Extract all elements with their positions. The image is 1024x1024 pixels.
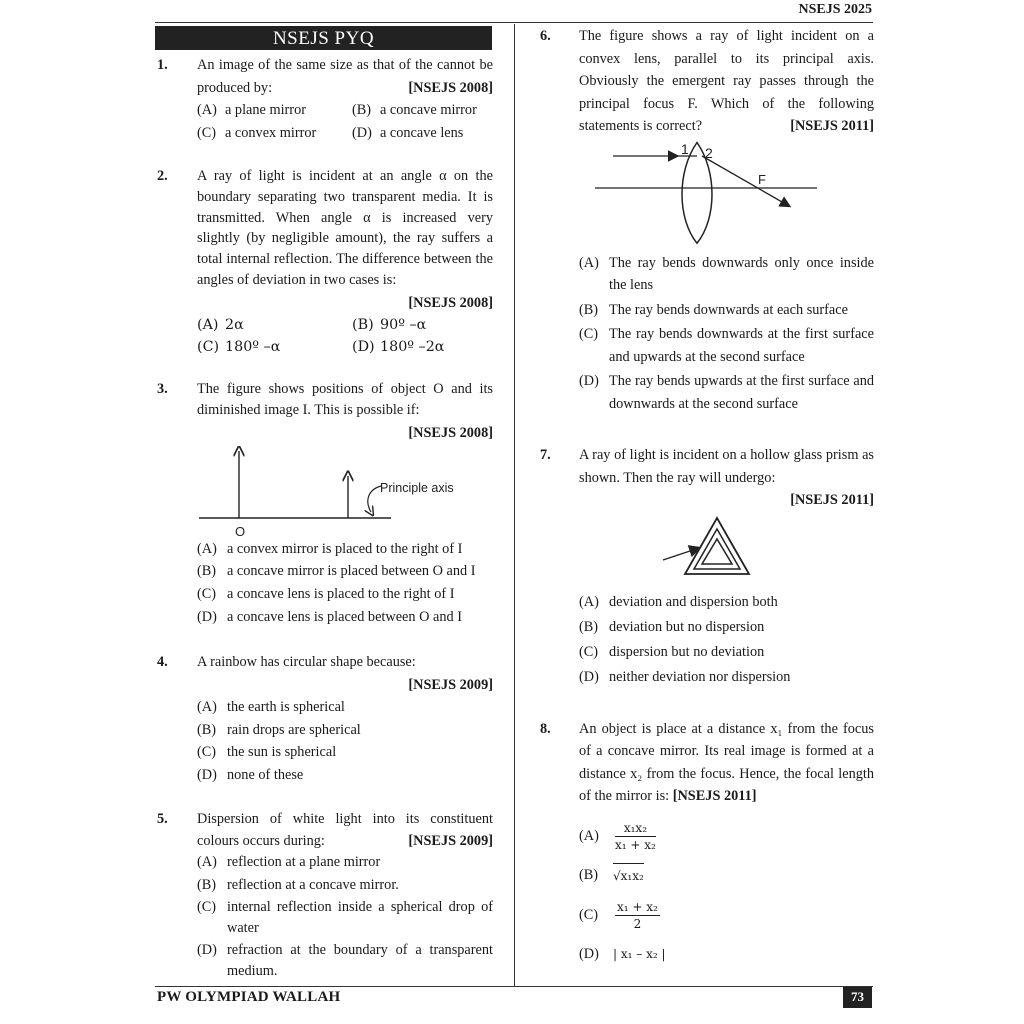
option-d[interactable]: (D) The ray bends upwards at the first surface and downwards at the second surface [579, 373, 874, 412]
option-d[interactable]: (D) | x₁ – x₂ | [579, 946, 666, 963]
source-tag: [NSEJS 2008] [408, 294, 493, 311]
option-c[interactable]: (C) internal reflection inside a spherical drop of water [197, 899, 493, 936]
figure-convex-lens [537, 140, 874, 250]
question-5 [155, 809, 493, 981]
option-b[interactable]: (B) The ray bends downwards at each surface [579, 301, 848, 318]
option-d[interactable]: (D) neither deviation nor dispersion [579, 668, 791, 685]
question-1 [155, 54, 493, 144]
surface-1-label: 1 [681, 140, 689, 157]
option-c[interactable]: (C) $\frac{\text{x₁ + x₂}}{2}$ [579, 900, 658, 931]
question-number: 3. [157, 380, 168, 397]
object-label: O [235, 523, 246, 538]
question-stem: An object is place at a distance x₁ from the focus of a concave mirror. Its real image is formed at a distance x₂ from the focus. Hence, the focal length of the mirror is: [NSEJS 2011] [579, 720, 874, 804]
option-a[interactable]: (A) reflection at a plane mirror [197, 854, 381, 871]
options [197, 696, 493, 786]
question-stem: The figure shows a ray of light incident on a convex lens, parallel to its principal axis. Obviously the emergent ray passes through the principal focus F. Which of the following statements is correct? [NSEJS 2011] [579, 25, 874, 138]
source-tag: [NSEJS 2011] [790, 492, 874, 508]
question-number: 8. [540, 720, 551, 737]
option-b[interactable]: (B) a concave mirror [352, 102, 477, 118]
question-8 [537, 718, 874, 972]
option-b[interactable]: (B) reflection at a concave mirror. [197, 876, 399, 893]
prism-middle [694, 529, 740, 569]
option-c[interactable]: (C) a convex mirror [197, 124, 317, 141]
option-a[interactable]: (A) deviation and dispersion both [579, 593, 778, 610]
question-3 [155, 379, 493, 628]
refracted-ray [702, 156, 789, 206]
option-a[interactable]: (A) a convex mirror is placed to the right of I [197, 540, 463, 557]
source-tag: [NSEJS 2008] [408, 79, 493, 96]
fraction: $\frac{\text{x₁x₂}}{\text{x₁ + x₂}}$ [615, 821, 656, 852]
question-2 [155, 166, 493, 359]
fraction: $\frac{\text{x₁ + x₂}}{2}$ [617, 900, 658, 931]
header-title: NSEJS 2025 [798, 2, 872, 17]
source-tag: [NSEJS 2011] [672, 788, 757, 804]
question-6 [537, 25, 874, 415]
header-rule [155, 22, 873, 23]
question-number: 7. [540, 447, 551, 463]
option-a[interactable]: (A) The ray bends downwards only once inside the lens [579, 254, 874, 293]
options [197, 852, 493, 981]
source-tag: [NSEJS 2011] [790, 118, 874, 134]
question-4 [155, 651, 493, 786]
options [197, 538, 493, 628]
option-b[interactable]: (B) rain drops are spherical [197, 721, 361, 738]
option-d[interactable]: (D) none of these [197, 766, 304, 783]
right-column [537, 25, 874, 972]
option-d[interactable]: (D) a concave lens [352, 124, 464, 141]
question-number: 1. [157, 57, 168, 73]
question-7 [537, 444, 874, 690]
option-a[interactable]: (A) 2α [197, 316, 244, 333]
footer-publisher: PW OLYMPIAD WALLAH [157, 989, 341, 1005]
axis-label: Principle axis [380, 480, 454, 495]
option-a[interactable]: (A) $\frac{\text{x₁x₂}}{\text{x₁ + x₂}}$ [579, 821, 656, 852]
figure-hollow-prism [537, 516, 874, 580]
section-banner: NSEJS PYQ [155, 26, 492, 50]
option-a[interactable]: (A) the earth is spherical [197, 699, 345, 716]
footer-rule [155, 986, 873, 987]
question-stem: A ray of light is incident at an angle α on the boundary separating two transparent media. It is transmitted. When angle α is increased very slightly (by negligible amount), the ray suffers a total internal reflection. The difference between the angles of deviation in two cases is: [197, 168, 493, 288]
source-tag: [NSEJS 2009] [408, 676, 493, 693]
question-stem: A ray of light is incident on a hollow glass prism as shown. Then the ray will undergo: [579, 447, 874, 486]
option-c[interactable]: (C) The ray bends downwards at the first surface and upwards at the second surface [579, 326, 874, 365]
options [579, 590, 874, 690]
source-tag: [NSEJS 2008] [408, 424, 493, 441]
question-number: 5. [157, 811, 168, 828]
option-d[interactable]: (D) 180º –2α [352, 339, 445, 356]
prism-inner [702, 539, 732, 564]
source-tag: [NSEJS 2009] [408, 832, 493, 849]
option-b[interactable]: (B) a concave mirror is placed between O and I [197, 563, 476, 580]
question-number: 2. [157, 168, 168, 184]
figure-object-image [155, 446, 493, 538]
option-d[interactable]: (D) a concave lens is placed between O and I [197, 608, 462, 625]
options [197, 314, 493, 359]
option-c[interactable]: (C) a concave lens is placed to the right of I [197, 585, 455, 602]
option-c[interactable]: (C) the sun is spherical [197, 744, 337, 761]
option-c[interactable]: (C) dispersion but no deviation [579, 643, 765, 660]
column-divider [514, 24, 515, 986]
option-c[interactable]: (C) 180º –α [197, 339, 281, 356]
surface-2-label: 2 [705, 144, 713, 161]
option-b[interactable]: (B) √x₁x₂ [579, 858, 874, 894]
question-number: 4. [157, 654, 168, 671]
question-stem: An image of the same size as that of the cannot be produced by: [NSEJS 2008] [197, 54, 493, 99]
question-stem: Dispersion of white light into its constituent colours occurs during: [NSEJS 2009] [197, 809, 493, 852]
question-stem: A rainbow has circular shape because: [197, 654, 416, 671]
question-stem: The figure shows positions of object O and its diminished image I. This is possible if: [197, 380, 493, 418]
prism-outer [685, 518, 749, 574]
option-b[interactable]: (B) 90º –α [352, 316, 427, 333]
question-number: 6. [540, 28, 551, 44]
focus-label: F [758, 171, 766, 187]
options [579, 816, 874, 972]
option-a[interactable]: (A) a plane mirror [197, 102, 306, 118]
options [197, 99, 493, 144]
page-number: 73 [843, 987, 872, 1008]
option-d[interactable]: (D) refraction at the boundary of a transparent medium. [197, 942, 493, 979]
options [579, 252, 874, 416]
left-column [155, 54, 493, 981]
option-b[interactable]: (B) deviation but no dispersion [579, 618, 765, 635]
